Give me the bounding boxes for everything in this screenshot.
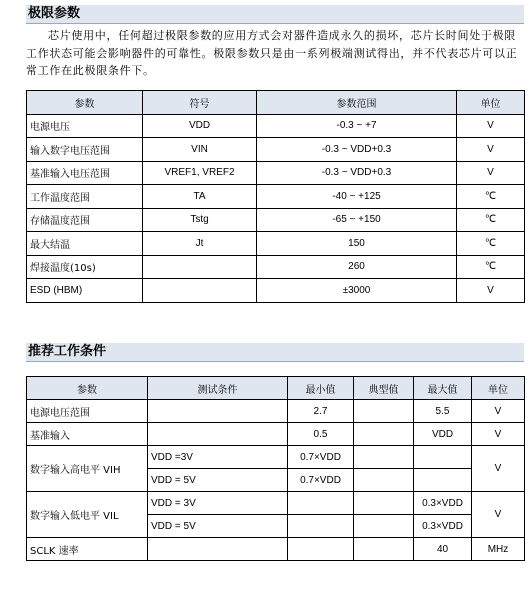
header-symbol: 符号 — [143, 91, 257, 115]
symbol-cell: VDD — [143, 114, 257, 138]
max-cell: 0.3×VDD — [414, 492, 472, 515]
table-row — [27, 538, 525, 561]
range-cell: -0.3 ~ VDD+0.3 — [257, 138, 457, 162]
condition-cell — [148, 423, 288, 446]
max-cell: VDD — [414, 423, 472, 446]
recommended-conditions-table — [26, 376, 525, 561]
max-cell: 40 — [414, 538, 472, 561]
min-cell — [288, 538, 354, 561]
param-cell: 数字输入高电平 VIH — [27, 446, 148, 492]
table-row — [27, 232, 525, 256]
table-row — [27, 208, 525, 232]
unit-cell: MHz — [472, 538, 525, 561]
table-row — [27, 114, 525, 138]
max-cell — [414, 469, 472, 492]
table-row — [27, 492, 525, 515]
header-max: 最大值 — [414, 377, 472, 400]
condition-cell: VDD = 5V — [148, 469, 288, 492]
symbol-cell: Tstg — [143, 208, 257, 232]
table-row — [27, 400, 525, 423]
min-cell: 0.7×VDD — [288, 469, 354, 492]
param-cell: 存储温度范围 — [27, 208, 143, 232]
symbol-cell: TA — [143, 185, 257, 209]
unit-cell: ℃ — [457, 208, 525, 232]
range-cell: -0.3 ~ +7 — [257, 114, 457, 138]
param-cell: 数字输入低电平 VIL — [27, 492, 148, 538]
param-cell: 电源电压范围 — [27, 400, 148, 423]
table-row — [27, 185, 525, 209]
max-cell — [414, 446, 472, 469]
max-cell: 5.5 — [414, 400, 472, 423]
condition-cell: VDD = 5V — [148, 515, 288, 538]
param-cell: 最大结温 — [27, 232, 143, 256]
header-condition: 测试条件 — [148, 377, 288, 400]
table-header-row — [27, 91, 525, 115]
typ-cell — [354, 446, 414, 469]
unit-cell: ℃ — [457, 232, 525, 256]
unit-cell: ℃ — [457, 185, 525, 209]
param-cell: 电源电压 — [27, 114, 143, 138]
typ-cell — [354, 492, 414, 515]
symbol-cell — [143, 279, 257, 303]
intro-paragraph: 芯片使用中，任何超过极限参数的应用方式会对器件造成永久的损坏，芯片长时间处于极限工作状态可能会影响器件的可靠性。极限参数只是由一系列极端测试得出，并不代表芯片可以正常工作在此极限条件下。 — [26, 29, 518, 77]
table-row — [27, 138, 525, 162]
symbol-cell: VREF1, VREF2 — [143, 161, 257, 185]
min-cell: 2.7 — [288, 400, 354, 423]
range-cell: 150 — [257, 232, 457, 256]
header-range: 参数范围 — [257, 91, 457, 115]
unit-cell: V — [457, 161, 525, 185]
param-cell: 输入数字电压范围 — [27, 138, 143, 162]
unit-cell: V — [457, 279, 525, 303]
symbol-cell — [143, 255, 257, 279]
section-title: 推荐工作条件 — [28, 344, 107, 359]
absolute-max-table — [26, 90, 525, 303]
symbol-cell: VIN — [143, 138, 257, 162]
unit-cell: V — [457, 138, 525, 162]
param-cell: ESD (HBM) — [27, 279, 143, 303]
table-row — [27, 255, 525, 279]
header-unit: 单位 — [457, 91, 525, 115]
min-cell: 0.7×VDD — [288, 446, 354, 469]
min-cell: 0.5 — [288, 423, 354, 446]
param-cell: SCLK 速率 — [27, 538, 148, 561]
table-row — [27, 423, 525, 446]
typ-cell — [354, 538, 414, 561]
header-min: 最小值 — [288, 377, 354, 400]
condition-cell: VDD =3V — [148, 446, 288, 469]
min-cell — [288, 492, 354, 515]
table-row — [27, 279, 525, 303]
unit-cell: V — [457, 114, 525, 138]
typ-cell — [354, 515, 414, 538]
unit-cell: V — [472, 400, 525, 423]
param-cell: 基准输入 — [27, 423, 148, 446]
condition-cell — [148, 538, 288, 561]
param-cell: 基准输入电压范围 — [27, 161, 143, 185]
typ-cell — [354, 423, 414, 446]
section-header-absolute-max — [26, 5, 524, 24]
param-cell: 工作温度范围 — [27, 185, 143, 209]
table-row — [27, 446, 525, 469]
min-cell — [288, 515, 354, 538]
typ-cell — [354, 469, 414, 492]
header-typ: 典型值 — [354, 377, 414, 400]
param-cell: 焊接温度(10s) — [27, 255, 143, 279]
range-cell: -65 ~ +150 — [257, 208, 457, 232]
unit-cell: ℃ — [457, 255, 525, 279]
header-param: 参数 — [27, 91, 143, 115]
section-title: 极限参数 — [28, 6, 81, 21]
max-cell: 0.3×VDD — [414, 515, 472, 538]
range-cell: -0.3 ~ VDD+0.3 — [257, 161, 457, 185]
table-header-row — [27, 377, 525, 400]
symbol-cell: Jt — [143, 232, 257, 256]
typ-cell — [354, 400, 414, 423]
unit-cell: V — [472, 492, 525, 538]
table-row — [27, 161, 525, 185]
condition-cell: VDD = 3V — [148, 492, 288, 515]
unit-cell: V — [472, 423, 525, 446]
condition-cell — [148, 400, 288, 423]
section-header-recommended — [26, 343, 524, 362]
range-cell: -40 ~ +125 — [257, 185, 457, 209]
range-cell: 260 — [257, 255, 457, 279]
range-cell: ±3000 — [257, 279, 457, 303]
unit-cell: V — [472, 446, 525, 492]
header-unit: 单位 — [472, 377, 525, 400]
header-param: 参数 — [27, 377, 148, 400]
